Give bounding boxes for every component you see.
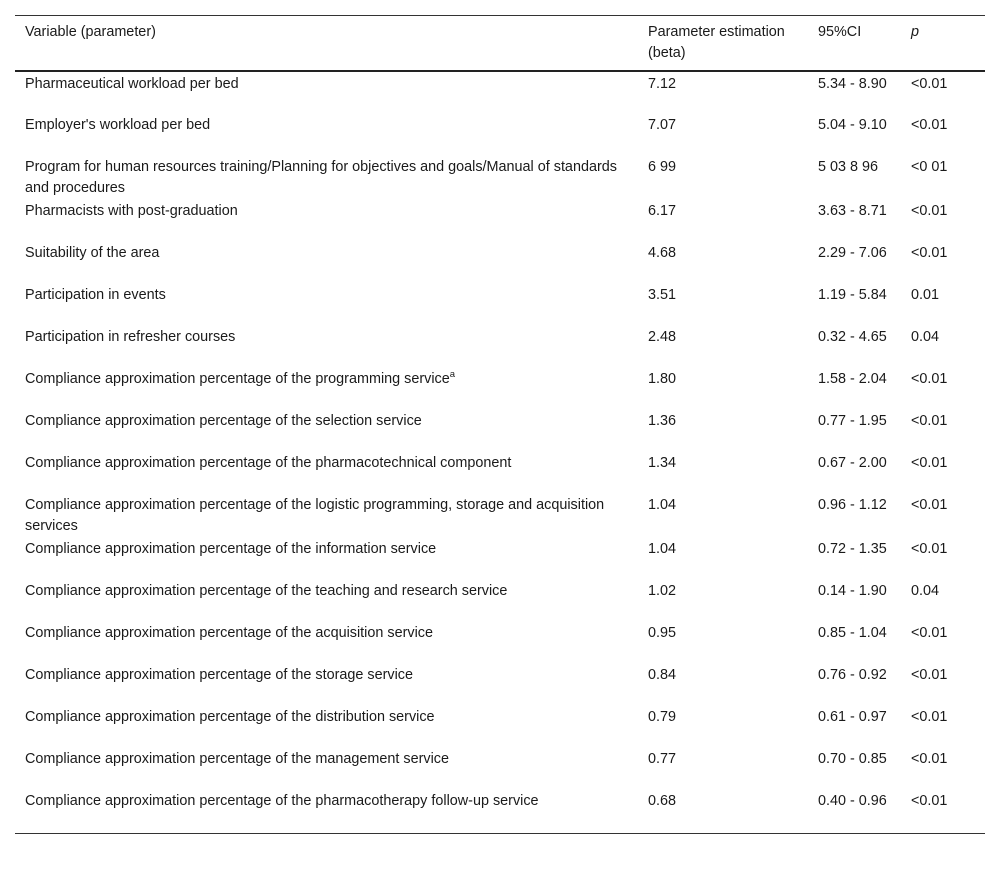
cell-p: <0.01 (911, 203, 948, 219)
cell-beta: 0.79 (648, 709, 677, 725)
cell-ci: 0.40 - 0.96 (818, 793, 887, 809)
table-body (15, 71, 985, 833)
cell-ci: 0.85 - 1.04 (818, 625, 887, 641)
variable-text: Compliance approximation percentage of the pharmacotechnical component (25, 455, 512, 471)
table-row (15, 71, 985, 113)
cell-p: <0.01 (911, 793, 948, 809)
cell-p: <0.01 (911, 371, 948, 387)
cell-p: <0.01 (911, 541, 948, 557)
variable-text: Participation in refresher courses (25, 329, 236, 345)
variable-text: Compliance approximation percentage of the information service (25, 541, 437, 557)
table-row (15, 451, 985, 493)
cell-variable (15, 705, 638, 747)
cell-p: <0.01 (911, 455, 948, 471)
cell-variable (15, 283, 638, 325)
variable-text: Program for human resources training/Planning for objectives and goals/Manual of standards and procedures (25, 159, 617, 196)
cell-ci: 1.19 - 5.84 (818, 287, 887, 303)
cell-ci: 0.96 - 1.12 (818, 497, 887, 513)
table-row (15, 621, 985, 663)
cell-beta: 2.48 (648, 329, 677, 345)
header-beta: Parameter estimation (beta) (648, 24, 785, 61)
cell-ci: 0.14 - 1.90 (818, 583, 887, 599)
table-header (15, 16, 985, 72)
header-ci: 95%CI (818, 24, 862, 40)
results-table-container (15, 15, 985, 834)
variable-text: Compliance approximation percentage of the management service (25, 751, 449, 767)
cell-ci: 5.34 - 8.90 (818, 76, 887, 92)
cell-ci: 1.58 - 2.04 (818, 371, 887, 387)
header-variable: Variable (parameter) (25, 24, 156, 40)
cell-variable (15, 579, 638, 621)
cell-beta: 0.84 (648, 667, 677, 683)
cell-p: 0.01 (911, 287, 940, 303)
cell-variable (15, 71, 638, 113)
cell-variable (15, 621, 638, 663)
regression-results-table (15, 15, 985, 834)
table-row (15, 283, 985, 325)
cell-p: 0.04 (911, 329, 940, 345)
table-row (15, 789, 985, 833)
cell-beta: 4.68 (648, 245, 677, 261)
cell-variable (15, 747, 638, 789)
cell-variable (15, 325, 638, 367)
cell-variable (15, 409, 638, 451)
cell-beta: 0.95 (648, 625, 677, 641)
cell-ci: 0.61 - 0.97 (818, 709, 887, 725)
cell-variable (15, 241, 638, 283)
cell-ci: 0.72 - 1.35 (818, 541, 887, 557)
cell-beta: 1.02 (648, 583, 677, 599)
cell-beta: 7.12 (648, 76, 677, 92)
table-row (15, 747, 985, 789)
header-row (15, 16, 985, 72)
cell-variable (15, 199, 638, 241)
variable-text: Compliance approximation percentage of the selection service (25, 413, 422, 429)
cell-ci: 0.67 - 2.00 (818, 455, 887, 471)
table-row (15, 663, 985, 705)
header-p: p (911, 24, 920, 40)
cell-p: 0.04 (911, 583, 940, 599)
table-row (15, 705, 985, 747)
cell-beta: 3.51 (648, 287, 677, 303)
cell-beta: 6.17 (648, 203, 677, 219)
cell-beta: 6 99 (648, 159, 677, 175)
cell-p: <0.01 (911, 413, 948, 429)
variable-text: Suitability of the area (25, 245, 160, 261)
cell-ci: 5 03 8 96 (818, 159, 879, 175)
cell-beta: 1.36 (648, 413, 677, 429)
table-row (15, 113, 985, 155)
cell-beta: 0.68 (648, 793, 677, 809)
table-row (15, 493, 985, 537)
footnote-marker: a (449, 369, 456, 380)
cell-p: <0 01 (911, 159, 948, 175)
variable-text: Compliance approximation percentage of the pharmacotherapy follow-up service (25, 793, 539, 809)
cell-p: <0.01 (911, 709, 948, 725)
cell-ci: 0.77 - 1.95 (818, 413, 887, 429)
cell-variable (15, 789, 638, 833)
cell-p: <0.01 (911, 667, 948, 683)
variable-text: Compliance approximation percentage of the programming service (25, 371, 450, 387)
table-row (15, 537, 985, 579)
cell-variable (15, 537, 638, 579)
variable-text: Compliance approximation percentage of the logistic programming, storage and acquisition services (25, 497, 605, 534)
cell-beta: 1.04 (648, 541, 677, 557)
table-row (15, 199, 985, 241)
cell-beta: 7.07 (648, 117, 677, 133)
cell-beta: 1.34 (648, 455, 677, 471)
cell-ci: 0.70 - 0.85 (818, 751, 887, 767)
cell-ci: 5.04 - 9.10 (818, 117, 887, 133)
cell-ci: 3.63 - 8.71 (818, 203, 887, 219)
cell-ci: 2.29 - 7.06 (818, 245, 887, 261)
cell-variable (15, 451, 638, 493)
variable-text: Pharmaceutical workload per bed (25, 76, 239, 92)
cell-beta: 1.04 (648, 497, 677, 513)
cell-p: <0.01 (911, 117, 948, 133)
variable-text: Compliance approximation percentage of the storage service (25, 667, 413, 683)
table-row (15, 155, 985, 199)
cell-beta: 1.80 (648, 371, 677, 387)
variable-text: Compliance approximation percentage of the acquisition service (25, 625, 433, 641)
table-row (15, 409, 985, 451)
variable-text: Participation in events (25, 287, 166, 303)
cell-beta: 0.77 (648, 751, 677, 767)
cell-variable (15, 663, 638, 705)
cell-p: <0.01 (911, 751, 948, 767)
cell-p: <0.01 (911, 497, 948, 513)
variable-text: Pharmacists with post-graduation (25, 203, 238, 219)
cell-p: <0.01 (911, 245, 948, 261)
cell-ci: 0.32 - 4.65 (818, 329, 887, 345)
variable-text: Compliance approximation percentage of the distribution service (25, 709, 435, 725)
table-row (15, 579, 985, 621)
cell-p: <0.01 (911, 625, 948, 641)
cell-ci: 0.76 - 0.92 (818, 667, 887, 683)
variable-text: Employer's workload per bed (25, 117, 211, 133)
table-row (15, 367, 985, 409)
cell-variable (15, 113, 638, 155)
table-row (15, 241, 985, 283)
cell-variable (15, 367, 638, 409)
table-row (15, 325, 985, 367)
cell-p: <0.01 (911, 76, 948, 92)
cell-variable (15, 155, 638, 199)
cell-variable (15, 493, 638, 537)
variable-text: Compliance approximation percentage of the teaching and research service (25, 583, 508, 599)
